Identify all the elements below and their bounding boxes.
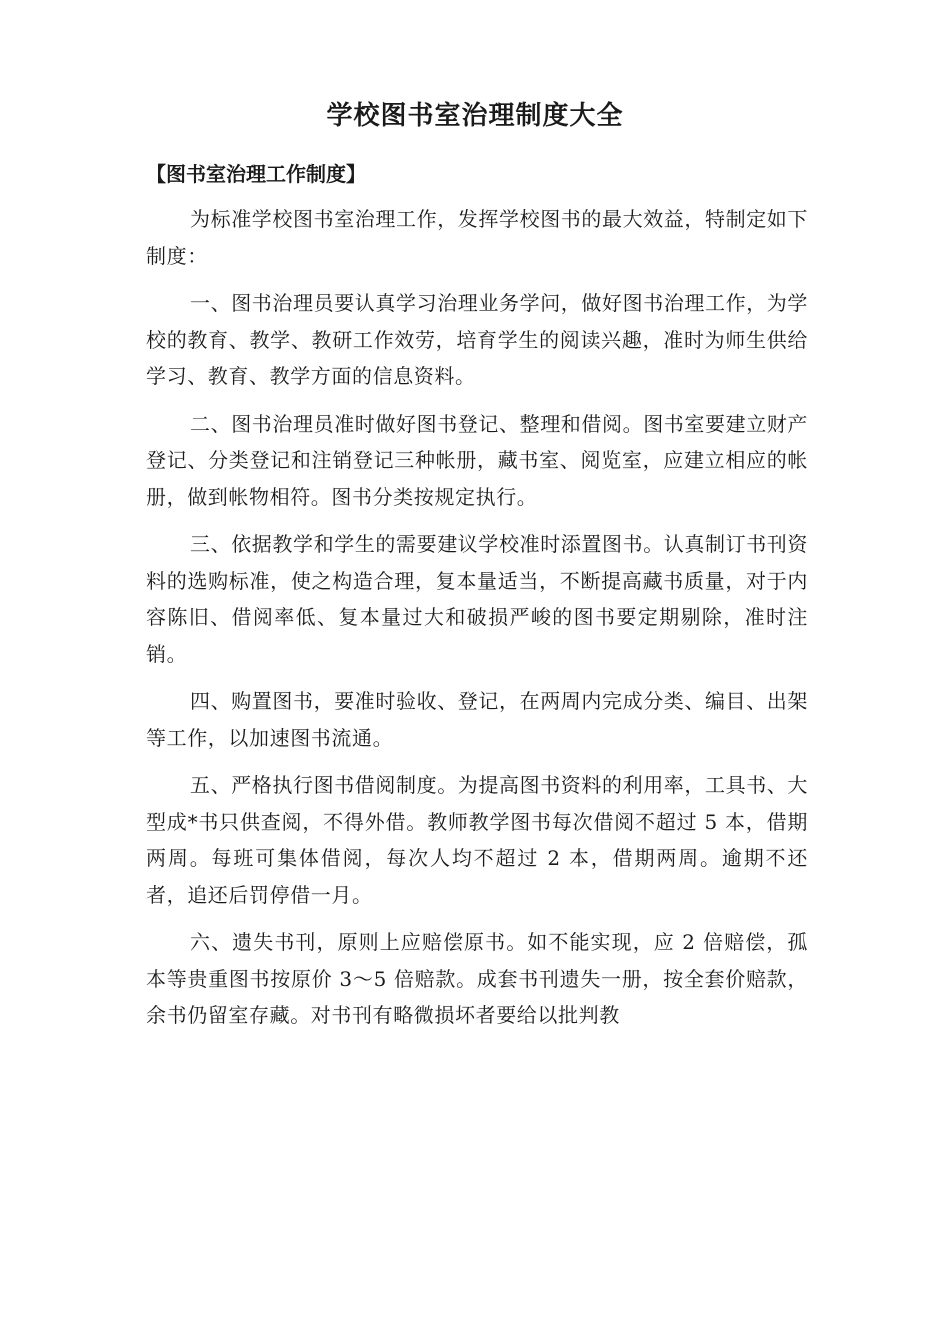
paragraph-item-2: 二、图书治理员准时做好图书登记、整理和借阅。图书室要建立财产登记、分类登记和注销登记三种帐册，藏书室、阅览室，应建立相应的帐册，做到帐物相符。图书分类按规定执行。 xyxy=(146,411,808,509)
document-title: 学校图书室治理制度大全 xyxy=(326,101,624,131)
paragraph-item-5: 五、严格执行图书借阅制度。为提高图书资料的利用率，工具书、大型成*书只供查阅，不得外借。教师教学图书每次借阅不超过 5 本，借期两周。每班可集体借阅，每次人均不超过 2 本，借期两周。逾期不还者，追还后罚停借一月。 xyxy=(146,773,808,907)
paragraph-item-1: 一、图书治理员要认真学习治理业务学问，做好图书治理工作，为学校的教育、教学、教研工作效劳，培育学生的阅读兴趣，准时为师生供给学习、教育、教学方面的信息资料。 xyxy=(146,291,808,388)
paragraph-intro: 为标准学校图书室治理工作，发挥学校图书的最大效益，特制定如下制度： xyxy=(146,207,808,268)
paragraph-item-4: 四、购置图书，要准时验收、登记，在两周内完成分类、编目、出架等工作，以加速图书流通。 xyxy=(146,689,808,750)
document-body xyxy=(146,201,808,1045)
paragraph-item-3: 三、依据教学和学生的需要建议学校准时添置图书。认真制订书刊资料的选购标准，使之构造合理，复本量适当，不断提高藏书质量，对于内容陈旧、借阅率低、复本量过大和破损严峻的图书要定期剔除，准时注销。 xyxy=(146,532,808,666)
paragraph-item-6: 六、遗失书刊，原则上应赔偿原书。如不能实现，应 2 倍赔偿，孤本等贵重图书按原价 3～5 倍赔款。成套书刊遗失一册，按全套价赔款，余书仍留室存藏。对书刊有略微损坏者要给以批判教 xyxy=(146,930,808,1027)
section-heading: 【图书室治理工作制度】 xyxy=(146,162,366,186)
